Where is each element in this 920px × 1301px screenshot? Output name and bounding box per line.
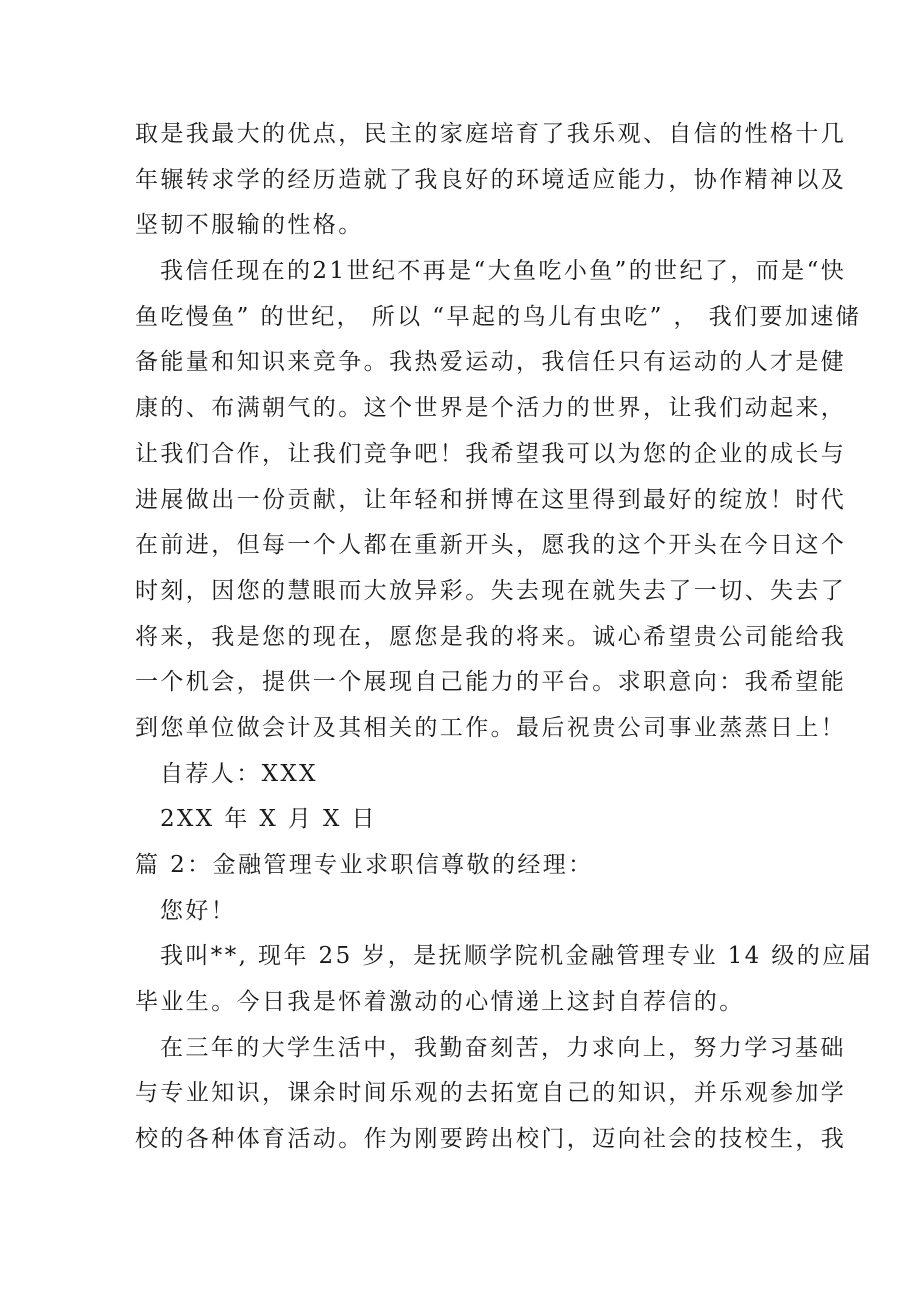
text-line: 鱼吃慢鱼” 的世纪， 所以 “早起的鸟儿有虫吃” ， 我们要加速储 [135, 303, 862, 330]
text-line: 我叫**, 现年 25 岁，是抚顺学院机金融管理专业 14 级的应届 [160, 943, 873, 970]
text-line: 篇 2：金融管理专业求职信尊敬的经理： [135, 852, 594, 878]
text-line: 校的各种体育活动。作为刚要跨出校门，迈向社会的技校生，我 [135, 1126, 847, 1153]
text-line: 时刻，因您的慧眼而大放异彩。失去现在就失去了一切、失去了 [135, 577, 847, 604]
text-line: 在三年的大学生活中，我勤奋刻苦，力求向上，努力学习基础 [160, 1034, 846, 1061]
text-line: 年辗转求学的经历造就了我良好的环境适应能力，协作精神以及 [135, 166, 847, 193]
text-line: 毕业生。今日我是怀着激动的心情递上这封自荐信的。 [135, 989, 745, 1016]
text-line: 康的、布满朝气的。这个世界是个活力的世界，让我们动起来， [135, 395, 847, 422]
text-line: 您好！ [160, 897, 237, 924]
text-line: 坚韧不服输的性格。 [135, 212, 364, 239]
text-line: 取是我最大的优点，民主的家庭培育了我乐观、自信的性格十几 [135, 121, 847, 147]
text-line: 在前进，但每一个人都在重新开头，愿我的这个开头在今日这个 [135, 532, 847, 559]
text-line: 2XX 年 X 月 X 日 [160, 806, 377, 833]
text-line: 一个机会，提供一个展现自己能力的平台。求职意向：我希望能 [135, 669, 847, 696]
text-line: 备能量和知识来竞争。我热爱运动，我信任只有运动的人才是健 [135, 349, 847, 376]
text-line: 让我们合作，让我们竞争吧！我希望我可以为您的企业的成长与 [135, 440, 847, 467]
document-body [135, 112, 873, 1163]
text-line: 我信任现在的21世纪不再是“大鱼吃小鱼”的世纪了，而是“快 [160, 258, 847, 285]
text-line: 进展做出一份贡献，让年轻和拼博在这里得到最好的绽放！时代 [135, 486, 847, 513]
text-line: 与专业知识，课余时间乐观的去拓宽自己的知识，并乐观参加学 [135, 1080, 847, 1107]
text-line: 自荐人：XXX [160, 760, 318, 787]
text-line: 到您单位做会计及其相关的工作。最后祝贵公司事业蒸蒸日上！ [135, 714, 847, 741]
text-line: 将来，我是您的现在，愿您是我的将来。诚心希望贵公司能给我 [135, 623, 847, 650]
